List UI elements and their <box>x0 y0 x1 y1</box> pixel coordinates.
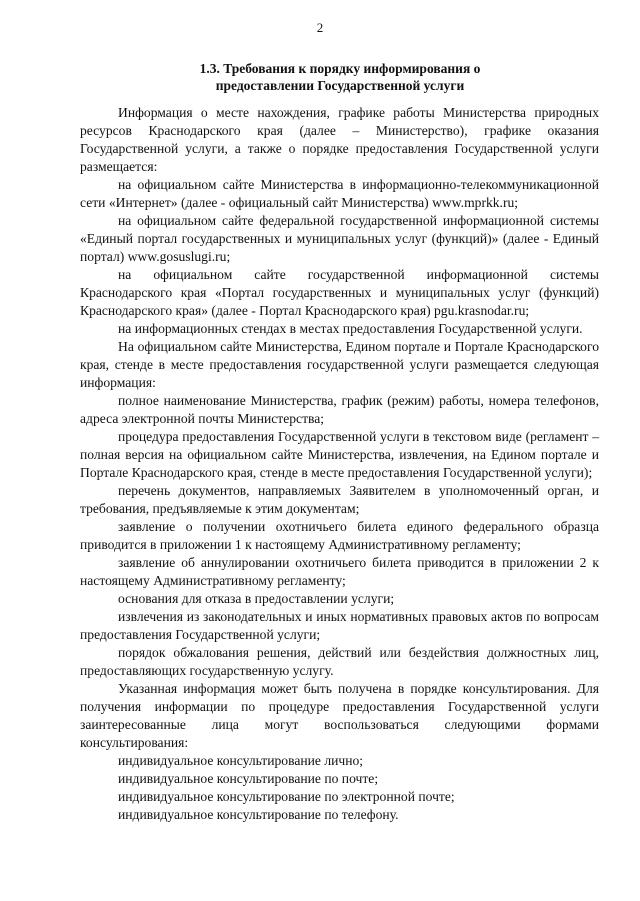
consultation-form-item: индивидуальное консультирование лично; <box>118 753 364 768</box>
paragraph: Информация о месте нахождения, графике работы Министерства природных ресурсов Краснодарского края (далее – Министерство), графике оказания Государственной услуги, а также о порядке предоставления Государственной услуги размещается: <box>80 105 599 174</box>
paragraph: Указанная информация может быть получена в порядке консультирования. Для получения информации по процедуре предоставления Государственной услуги заинтересованные лица могут воспользоваться следующими формами консультирования: <box>80 681 599 750</box>
document-body <box>80 104 599 824</box>
paragraph: процедура предоставления Государственной услуги в текстовом виде (регламент – полная версия на официальном сайте Министерства, извлечения, на Едином портале и Портале Краснодарского края, стенде в месте предоставления Государственной услуги); <box>80 429 599 480</box>
paragraph: на информационных стендах в местах предоставления Государственной услуги. <box>118 321 583 336</box>
paragraph: основания для отказа в предоставлении услуги; <box>118 591 395 606</box>
paragraph: порядок обжалования решения, действий или бездействия должностных лиц, предоставляющих государственную услугу. <box>80 645 599 678</box>
paragraph: полное наименование Министерства, график (режим) работы, номера телефонов, адреса электронной почты Министерства; <box>80 393 599 426</box>
section-heading <box>80 60 600 94</box>
paragraph: на официальном сайте Министерства в информационно-телекоммуникационной сети «Интернет» (далее - официальный сайт Министерства) www.mprkk.ru; <box>80 177 599 210</box>
paragraph: заявление об аннулировании охотничьего билета приводится в приложении 2 к настоящему Административному регламенту; <box>80 555 599 588</box>
consultation-form-item: индивидуальное консультирование по электронной почте; <box>118 789 455 804</box>
paragraph: на официальном сайте государственной информационной системы Краснодарского края «Портал государственных и муниципальных услуг (функций) Краснодарского края» (далее - Портал Краснодарского края) pgu.krasnodar.ru; <box>80 267 599 318</box>
paragraph: извлечения из законодательных и иных нормативных правовых актов по вопросам предоставления Государственной услуги; <box>80 609 599 642</box>
paragraph: На официальном сайте Министерства, Едином портале и Портале Краснодарского края, стенде в месте предоставления государственной услуги размещается следующая информация: <box>80 339 599 390</box>
section-heading-line-2: предоставлении Государственной услуги <box>215 78 465 93</box>
section-heading-line-1: 1.3. Требования к порядку информирования о <box>199 61 481 76</box>
consultation-form-item: индивидуальное консультирование по телефону. <box>118 807 399 822</box>
page-number: 2 <box>316 20 324 35</box>
consultation-form-item: индивидуальное консультирование по почте; <box>118 771 379 786</box>
paragraph: на официальном сайте федеральной государственной информационной системы «Единый портал государственных и муниципальных услуг (функций)» (далее - Единый портал) www.gosuslugi.ru; <box>80 213 599 264</box>
paragraph: перечень документов, направляемых Заявителем в уполномоченный орган, и требования, предъявляемые к этим документам; <box>80 483 599 516</box>
paragraph: заявление о получении охотничьего билета единого федерального образца приводится в приложении 1 к настоящему Административному регламенту; <box>80 519 599 552</box>
